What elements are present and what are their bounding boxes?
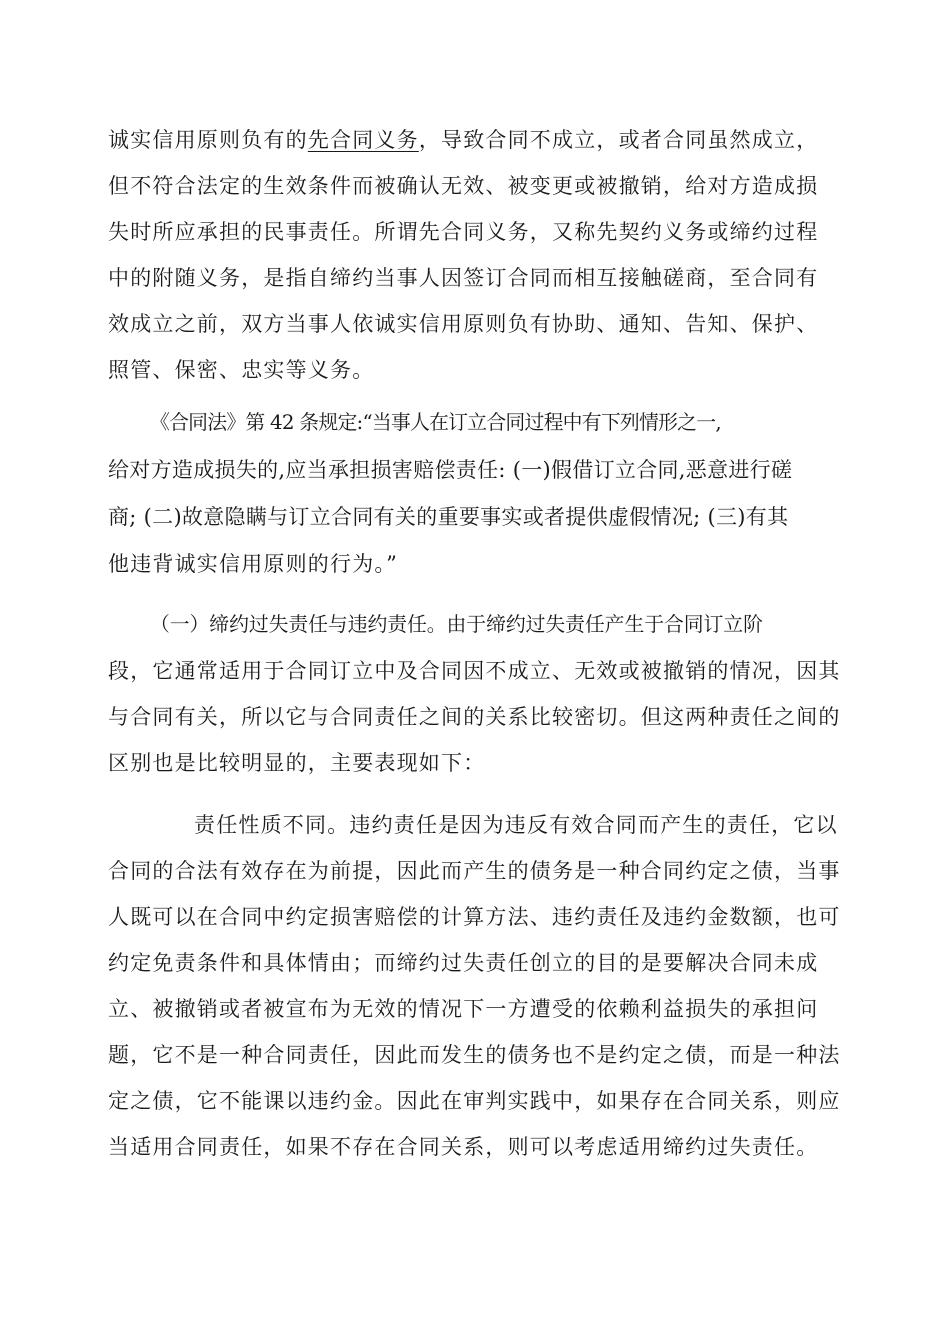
paragraph-3-line-2: 段，它通常适用于合同订立中及合同因不成立、无效或被撤销的情况，因其	[108, 659, 841, 683]
paragraph-2-line-4: 他违背诚实信用原则的行为。”	[108, 552, 399, 576]
paragraph-2-line-1: 《合同法》第 42 条规定:“当事人在订立合同过程中有下列情形之一,	[150, 411, 721, 434]
paragraph-1-line-6: 照管、保密、忠实等义务。	[108, 358, 375, 382]
paragraph-1-line-5: 效成立之前，双方当事人依诚实信用原则负有协助、通知、告知、保护、	[108, 312, 819, 336]
paragraph-1-line-4: 中的附随义务，是指自缔约当事人因签订合同而相互接触磋商，至合同有	[108, 266, 819, 290]
paragraph-1-line-1	[108, 126, 848, 154]
paragraph-2-line-3: 商; (二)故意隐瞒与订立合同有关的重要事实或者提供虚假情况; (三)有其	[108, 505, 789, 529]
paragraph-1-line-2: 但不符合法定的生效条件而被确认无效、被变更或被撤销，给对方造成损	[108, 174, 819, 198]
text-run: 诚实信用原则负有的	[108, 128, 308, 152]
paragraph-3-line-3: 与合同有关，所以它与合同责任之间的关系比较密切。但这两种责任之间的	[108, 705, 841, 729]
paragraph-3-line-4: 区别也是比较明显的，主要表现如下：	[108, 751, 486, 775]
paragraph-1-line-3: 失时所应承担的民事责任。所谓先合同义务，又称先契约义务或缔约过程	[108, 220, 819, 244]
text-run: ，导致合同不成立，或者合同虽然成立，	[418, 128, 819, 152]
paragraph-2-line-2: 给对方造成损失的,应当承担损害赔偿责任: (一)假借订立合同,恶意进行磋	[108, 458, 793, 482]
paragraph-4-line-8: 当适用合同责任，如果不存在合同关系，则可以考虑适用缔约过失责任。	[108, 1135, 819, 1159]
paragraph-4-line-4: 约定免责条件和具体情由；而缔约过失责任创立的目的是要解决合同未成	[108, 951, 819, 975]
underlined-term: 先合同义务	[307, 128, 419, 152]
paragraph-4-line-6: 题，它不是一种合同责任，因此而发生的债务也不是约定之债，而是一种法	[108, 1043, 841, 1067]
paragraph-4-line-7: 定之债，它不能课以违约金。因此在审判实践中，如果存在合同关系，则应	[108, 1089, 841, 1113]
paragraph-4-line-2: 合同的合法有效存在为前提，因此而产生的债务是一种合同约定之债，当事	[108, 859, 841, 883]
paragraph-4-line-5: 立、被撤销或者被宣布为无效的情况下一方遭受的依赖利益损失的承担问	[108, 997, 819, 1021]
paragraph-4-line-3: 人既可以在合同中约定损害赔偿的计算方法、违约责任及违约金数额，也可	[108, 905, 841, 929]
paragraph-3-line-1: （一）缔约过失责任与违约责任。由于缔约过失责任产生于合同订立阶	[150, 613, 763, 636]
paragraph-4-line-1: 责任性质不同。违约责任是因为违反有效合同而产生的责任，它以	[194, 813, 838, 837]
